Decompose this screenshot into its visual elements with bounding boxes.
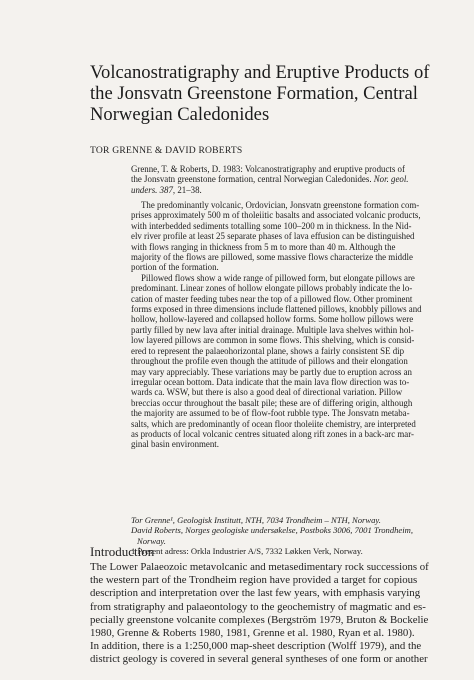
citation-pages: 21–38.	[177, 184, 202, 195]
intro-line: In addition, there is a 1:250,000 map-sheet description (Wolff 1979), and the	[90, 640, 422, 653]
title-line: the Jonsvatn Greenstone Formation, Central	[90, 83, 418, 104]
abstract-line: the majority are assumed to be of flow-foot rubble type. The Jonsvatn metaba-	[131, 408, 410, 419]
authors: TOR GRENNE & DAVID ROBERTS	[90, 145, 243, 156]
intro-line: pecially greenstone volcanite complexes (Bergström 1979, Bruton & Bockelie	[90, 613, 429, 626]
journal-volume: unders. 387,	[131, 184, 176, 195]
intro-line: The Lower Palaeozoic metavolcanic and metasedimentary rock successions of	[90, 561, 429, 573]
intro-paragraph	[90, 561, 435, 667]
address-line: Tor Grenne¹, Geologisk Institutt, NTH, 7034 Trondheim – NTH, Norway.	[131, 515, 381, 525]
abstract-line: as products of local volcanic centres situated along rift zones in a back-arc mar-	[131, 428, 414, 439]
title-line: Volcanostratigraphy and Eruptive Products of	[90, 62, 430, 83]
abstract-line: portion of the formation.	[131, 262, 219, 273]
citation	[131, 164, 431, 195]
abstract-line: low layered pillows are common in some flows. This shelving, which is consid-	[131, 335, 415, 346]
abstract-line: partly filled by new lava after initial drainage. Multiple lava shelves within hol-	[131, 324, 414, 335]
article-title	[90, 62, 430, 125]
citation-line: Grenne, T. & Roberts, D. 1983: Volcanostratigraphy and eruptive products of	[131, 164, 405, 174]
abstract-line: cation of master feeding tubes near the top of a pillowed flow. Other prominent	[131, 293, 413, 304]
abstract-line: forms exposed in three dimensions include flattened pillows, knobbly pillows and	[131, 304, 422, 315]
abstract-line: hollow, hollow-layered and collapsed hollow forms. Some hollow pillows were	[131, 314, 414, 325]
citation-line	[131, 185, 431, 195]
citation-text: the Jonsvatn greenstone formation, central Norwegian Caledonides.	[131, 174, 372, 185]
address-line: David Roberts, Norges geologiske undersøkelse, Postboks 3006, 7001 Trondheim,	[131, 525, 413, 536]
address-line: Norway.	[137, 535, 166, 546]
intro-line: description and interpretation over the last few years, with emphasis varying	[90, 587, 421, 600]
abstract-line: breccias occur throughout the basalt pile; these are of differing origin, although	[131, 397, 413, 408]
intro-line: 1980, Grenne & Roberts 1980, 1981, Grenne et al. 1980, Ryan et al. 1980).	[90, 627, 415, 640]
title-line: Norwegian Caledonides	[90, 104, 270, 125]
abstract-line: irregular ocean bottom. Data indicate that the main lava flow direction was to-	[131, 376, 410, 387]
abstract-paragraph	[131, 200, 431, 273]
intro-line: district geology is covered in several general syntheses of one form or another	[90, 653, 428, 666]
address-footnote: 1 Present adress: Orkla Industrier A/S, 7332 Løkken Verk, Norway.	[131, 546, 363, 557]
abstract-line: prises approximately 500 m of tholeiitic basalts and associated volcanic products,	[131, 210, 421, 221]
intro-line: the western part of the Trondheim region have provided a target for copious	[90, 574, 418, 587]
abstract-line: majority of the flows are pillowed, some massive flows characterize the middle	[131, 252, 413, 263]
abstract-line: may vary appreciably. These variations may be partly due to eruption across an	[131, 366, 412, 377]
abstract-line: throughout the profile even though the attitude of pillows and their elongation	[131, 356, 408, 367]
abstract-line: elv river profile at least 25 separate phases of lava effusion can be distinguished	[131, 231, 415, 242]
abstract-line: Pillowed flows show a wide range of pillowed form, but elongate pillows are	[141, 272, 415, 283]
abstract-line: ered to represent the palaeohorizontal plane, shows a fairly consistent SE dip	[131, 345, 405, 356]
abstract	[131, 200, 431, 450]
intro-line: from stratigraphy and palaeontology to the geochemistry of magmatic and es-	[90, 600, 426, 613]
abstract-line: The predominantly volcanic, Ordovician, Jonsvatn greenstone formation com-	[141, 200, 420, 210]
abstract-paragraph	[131, 273, 431, 450]
section-heading: Introduction	[90, 544, 155, 559]
citation-line	[131, 174, 431, 184]
abstract-line: wards ca. WSW, but there is also a good deal of directional variation. Pillow	[131, 387, 403, 398]
abstract-line: predominant. Linear zones of hollow elongate pillows probably indicate the lo-	[131, 283, 413, 294]
journal-name: Nor. geol.	[373, 174, 409, 185]
abstract-line: with interbedded sediments totalling some 100–200 m in thickness. In the Nid-	[131, 220, 412, 231]
abstract-line: salts, which are predominantly of ocean floor tholeiite chemistry, are interpreted	[131, 418, 416, 429]
author-addresses	[131, 515, 431, 557]
abstract-line: ginal basin environment.	[131, 439, 219, 450]
abstract-line: with flows ranging in thickness from 5 m to more than 40 m. Although the	[131, 241, 396, 252]
